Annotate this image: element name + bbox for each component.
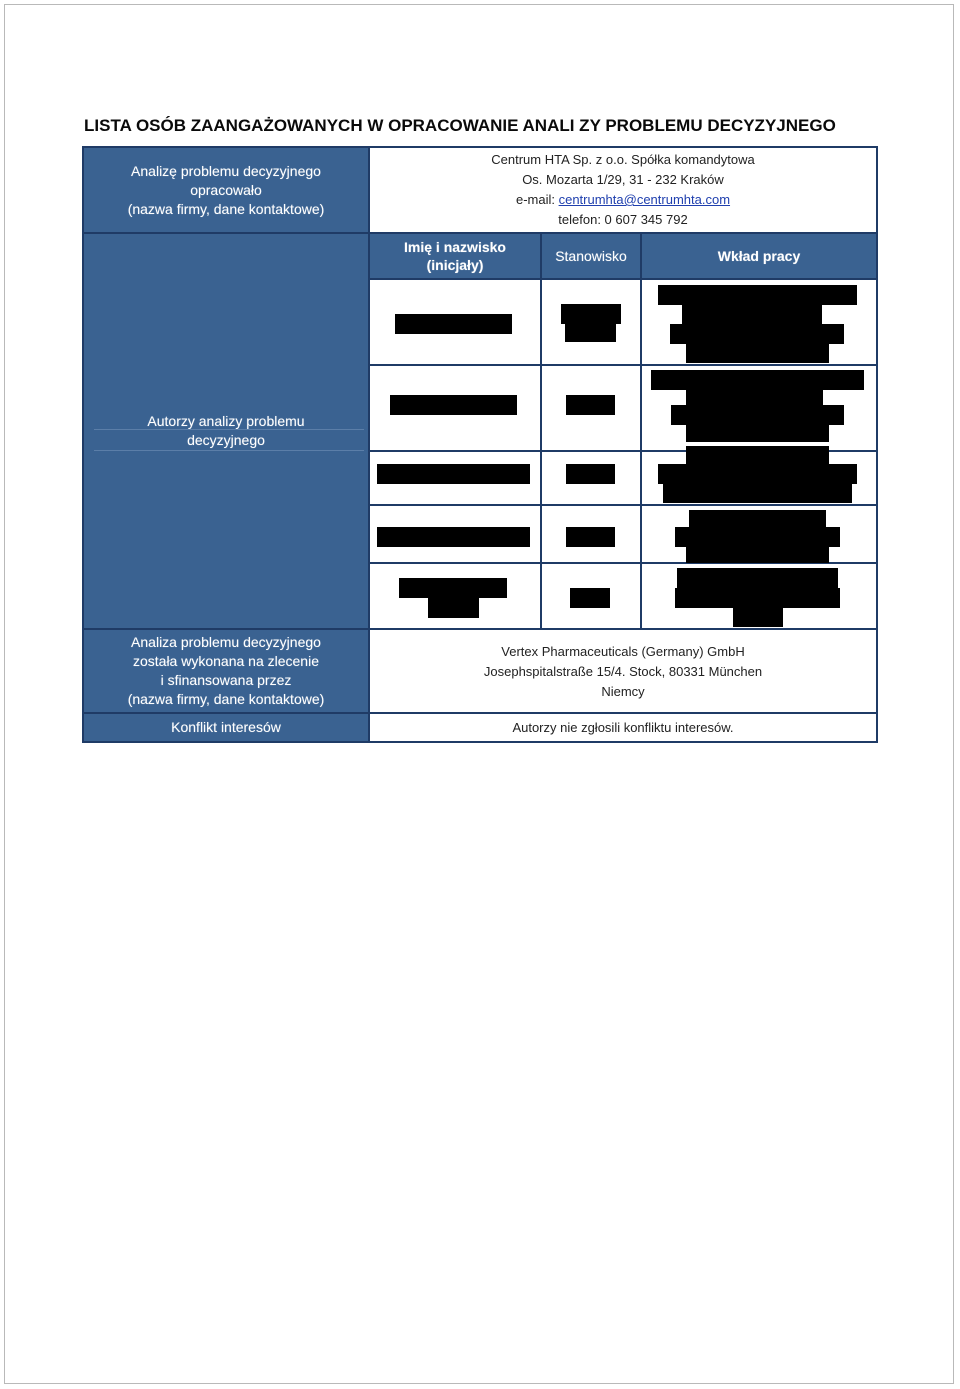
- commissioned-label-line4: (nazwa firmy, dane kontaktowe): [127, 691, 325, 707]
- redaction-block: [566, 464, 615, 484]
- prepared-by-phone: telefon: 0 607 345 792: [558, 212, 688, 227]
- prepared-by-company: Centrum HTA Sp. z o.o. Spółka komandytowa: [491, 152, 755, 167]
- prepared-by-label-line3: (nazwa firmy, dane kontaktowe): [127, 200, 325, 217]
- header-position: [542, 234, 640, 278]
- redaction-block: [658, 285, 857, 305]
- redaction-block: [686, 422, 829, 442]
- conflict-value: [370, 714, 876, 741]
- commissioned-company: Vertex Pharmaceuticals (Germany) GmbH: [501, 644, 745, 659]
- prepared-by-label-line1: Analizę problemu decyzyjnego: [131, 162, 321, 179]
- header-name: [370, 234, 540, 278]
- prepared-by-label-line2: opracowało: [190, 181, 262, 198]
- conflict-label: [84, 714, 368, 741]
- redaction-block: [686, 545, 829, 563]
- redaction-block: [377, 527, 530, 547]
- redaction-block: [658, 464, 857, 484]
- email-link[interactable]: centrumhta@centrumhta.com: [558, 192, 731, 207]
- redaction-block: [561, 304, 621, 324]
- prepared-by-label: [84, 148, 368, 232]
- redaction-block: [675, 527, 840, 547]
- redaction-block: [651, 370, 864, 390]
- redaction-block: [399, 578, 507, 598]
- involvement-table: [82, 146, 878, 743]
- authors-label: [84, 234, 368, 628]
- header-position-label: Stanowisko: [555, 247, 627, 264]
- redaction-block: [675, 588, 840, 608]
- header-contribution: [642, 234, 876, 278]
- redaction-block: [565, 322, 616, 342]
- commissioned-by-contact: [370, 630, 876, 712]
- authors-label-line1: Autorzy analizy problemu: [147, 413, 305, 429]
- commissioned-label-line1: Analiza problemu decyzyjnego: [131, 634, 321, 650]
- redaction-block: [570, 588, 610, 608]
- commissioned-by-label: [84, 630, 368, 712]
- document-title: LISTA OSÓB ZAANGAŻOWANYCH W OPRACOWANIE ANALI ZY PROBLEMU DECYZYJNEGO: [84, 116, 836, 135]
- commissioned-label-line2: została wykonana na zlecenie: [132, 653, 319, 669]
- header-name-line1: Imię i nazwisko: [404, 239, 506, 255]
- header-name-line2: (inicjały): [426, 257, 484, 273]
- prepared-by-email-line: [516, 190, 730, 210]
- redaction-block: [390, 395, 517, 415]
- redaction-block: [566, 395, 615, 415]
- redaction-block: [395, 314, 512, 334]
- prepared-by-contact: [370, 148, 876, 232]
- commissioned-label-line3: i sfinansowana przez: [160, 672, 292, 688]
- redaction-block: [428, 598, 479, 618]
- redaction-block: [566, 527, 615, 547]
- commissioned-address: Josephspitalstraße 15/4. Stock, 80331 München: [483, 664, 763, 679]
- commissioned-country: Niemcy: [601, 684, 645, 699]
- redaction-block: [670, 324, 844, 344]
- prepared-by-address: Os. Mozarta 1/29, 31 - 232 Kraków: [522, 172, 724, 187]
- redaction-block: [377, 464, 530, 484]
- authors-label-line2: decyzyjnego: [187, 432, 265, 448]
- redaction-block: [733, 607, 783, 627]
- divider-line: [94, 450, 364, 451]
- redaction-block: [677, 568, 838, 588]
- divider-line: [94, 429, 364, 430]
- header-contribution-label: Wkład pracy: [717, 247, 801, 264]
- redaction-block: [682, 305, 822, 325]
- redaction-block: [686, 446, 829, 466]
- conflict-label-text: Konflikt interesów: [171, 719, 281, 735]
- conflict-value-text: Autorzy nie zgłosili konfliktu interesów.: [512, 719, 734, 735]
- email-prefix: e-mail:: [515, 192, 559, 207]
- redaction-block: [686, 343, 829, 363]
- redaction-block: [663, 483, 852, 503]
